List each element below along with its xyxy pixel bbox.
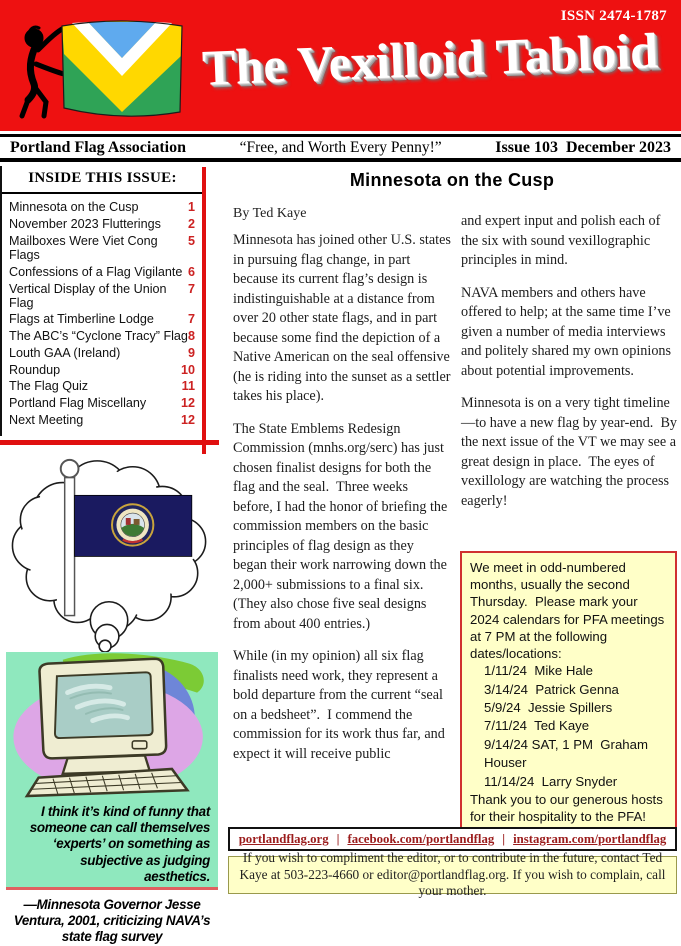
paragraph: The State Emblems Redesign Commission (mnhs.org/serc) has just chosen finalist designs for both the flag and the seal. Three weeks before, I had the honor of briefing the commission members on the basic principles of flag design as they began their work narrowing down the 2,000+ submissions to a final six. (They also chose five seal designs from about 400 entries.): [233, 420, 451, 632]
article-column-2: [461, 212, 679, 524]
article-byline: By Ted Kaye: [233, 206, 307, 221]
link-separator: |: [336, 831, 340, 846]
header-banner: [0, 0, 681, 131]
article-title: Minnesota on the Cusp: [349, 170, 555, 190]
toc-item[interactable]: Louth GAA (Ireland) 9: [9, 345, 195, 360]
issn-number: ISSN 2474-1787: [560, 8, 667, 24]
meeting-outro: Thank you to our generous hosts for their hospitality to the PFA!: [470, 792, 667, 825]
issue-date: Issue 103 December 2023: [495, 138, 671, 156]
toc-item[interactable]: Mailboxes Were Viet Cong Flags 5: [9, 233, 195, 262]
toc-item[interactable]: Vertical Display of the Union Flag 7: [9, 281, 195, 310]
red-divider-vertical: [202, 167, 206, 454]
link-instagram[interactable]: instagram.com/portlandflag: [513, 831, 667, 846]
link-separator: |: [502, 831, 506, 846]
toc-rule: [2, 192, 203, 194]
toc-item[interactable]: November 2023 Flutterings 2: [9, 217, 195, 232]
association-name: Portland Flag Association: [10, 138, 187, 156]
paragraph: Minnesota is on a very tight timeline—to have a new flag by year-end. By the next issue of the VT we may see a great design in place. The eyes of vexillology are watching the process eagerly!: [461, 395, 681, 509]
editor-note-box: [228, 849, 677, 899]
meeting-date: 9/14/24 SAT, 1 PM Graham Houser: [484, 736, 652, 771]
tagline: “Free, and Worth Every Penny!”: [239, 138, 442, 156]
toc-item[interactable]: Confessions of a Flag Vigilante 6: [9, 264, 195, 279]
footer-links-bar: [228, 827, 677, 851]
quote-box: [6, 652, 218, 945]
toc-item[interactable]: Next Meeting 12: [9, 412, 195, 427]
quote-text: I think it’s kind of funny that someone can call themselves ‘experts’ on something as subjective as judging aesthetics.: [29, 804, 210, 884]
toc-item[interactable]: The ABC’s “Cyclone Tracy” Flag 8: [9, 329, 195, 344]
computer-illustration-icon: [6, 652, 218, 797]
meeting-date: 7/11/24 Ted Kaye: [484, 718, 590, 734]
link-facebook[interactable]: facebook.com/portlandflag: [347, 831, 495, 846]
paragraph: NAVA members and others have offered to help; at the same time I’ve given a number of media interviews and politely shared my own opinions about potential improvements.: [461, 284, 675, 379]
pfa-flag-logo-icon: [12, 12, 187, 122]
toc-item[interactable]: Portland Flag Miscellany 12: [9, 396, 195, 411]
toc-item[interactable]: Minnesota on the Cusp 1: [9, 200, 195, 215]
meeting-date: 3/14/24 Patrick Genna: [484, 681, 619, 697]
editor-note-text: If you wish to compliment the editor, or to contribute in the future, contact Ted Kaye at 503-223-4660 or editor@portlandflag.org. If you wish to complain, call your mother.: [239, 849, 666, 899]
table-of-contents: [0, 166, 203, 436]
red-divider-horizontal: [0, 440, 219, 445]
meeting-intro: We meet in odd-numbered months, usually the second Thursday. Please mark your 2024 calendars for PFA meetings at 7 PM at the following dates/locations:: [470, 560, 668, 662]
meeting-date: 1/11/24 Mike Hale: [484, 663, 593, 679]
toc-title: INSIDE THIS ISSUE:: [28, 170, 177, 186]
toc-item[interactable]: The Flag Quiz 11: [9, 379, 195, 394]
article-column-1: [233, 231, 455, 777]
link-portlandflag[interactable]: portlandflag.org: [238, 831, 329, 846]
paragraph: While (in my opinion) all six flag finalists need work, they represent a bold departure from the current “seal on a bedsheet”. I commend the commission for its work thus far, and expect it will receive public: [233, 648, 449, 762]
minnesota-flag-icon: [75, 495, 192, 556]
paragraph: Minnesota has joined other U.S. states in pursuing flag change, in part because its current flag’s design is indistinguishable at a distance from over 20 other state flags, and in part because some find the depiction of a Native American on the seal offensive (he is riding into the sunset as a settler takes his place).: [233, 232, 455, 404]
meeting-date: 5/9/24 Jessie Spillers: [484, 700, 613, 716]
toc-item[interactable]: Flags at Timberline Lodge 7: [9, 312, 195, 327]
masthead-strip: [0, 134, 681, 162]
meeting-schedule-box: [460, 551, 677, 835]
quote-attribution: —Minnesota Governor Jesse Ventura, 2001, criticizing NAVA’s state flag survey: [13, 897, 211, 945]
paragraph: and expert input and polish each of the six with sound vexillographic principles in mind.: [461, 213, 664, 268]
thought-bubble-minnesota-flag: [5, 451, 217, 653]
toc-item[interactable]: Roundup 10: [9, 362, 195, 377]
newsletter-title: The Vexilloid Tabloid: [201, 22, 659, 96]
meeting-date: 11/14/24 Larry Snyder: [484, 773, 618, 789]
